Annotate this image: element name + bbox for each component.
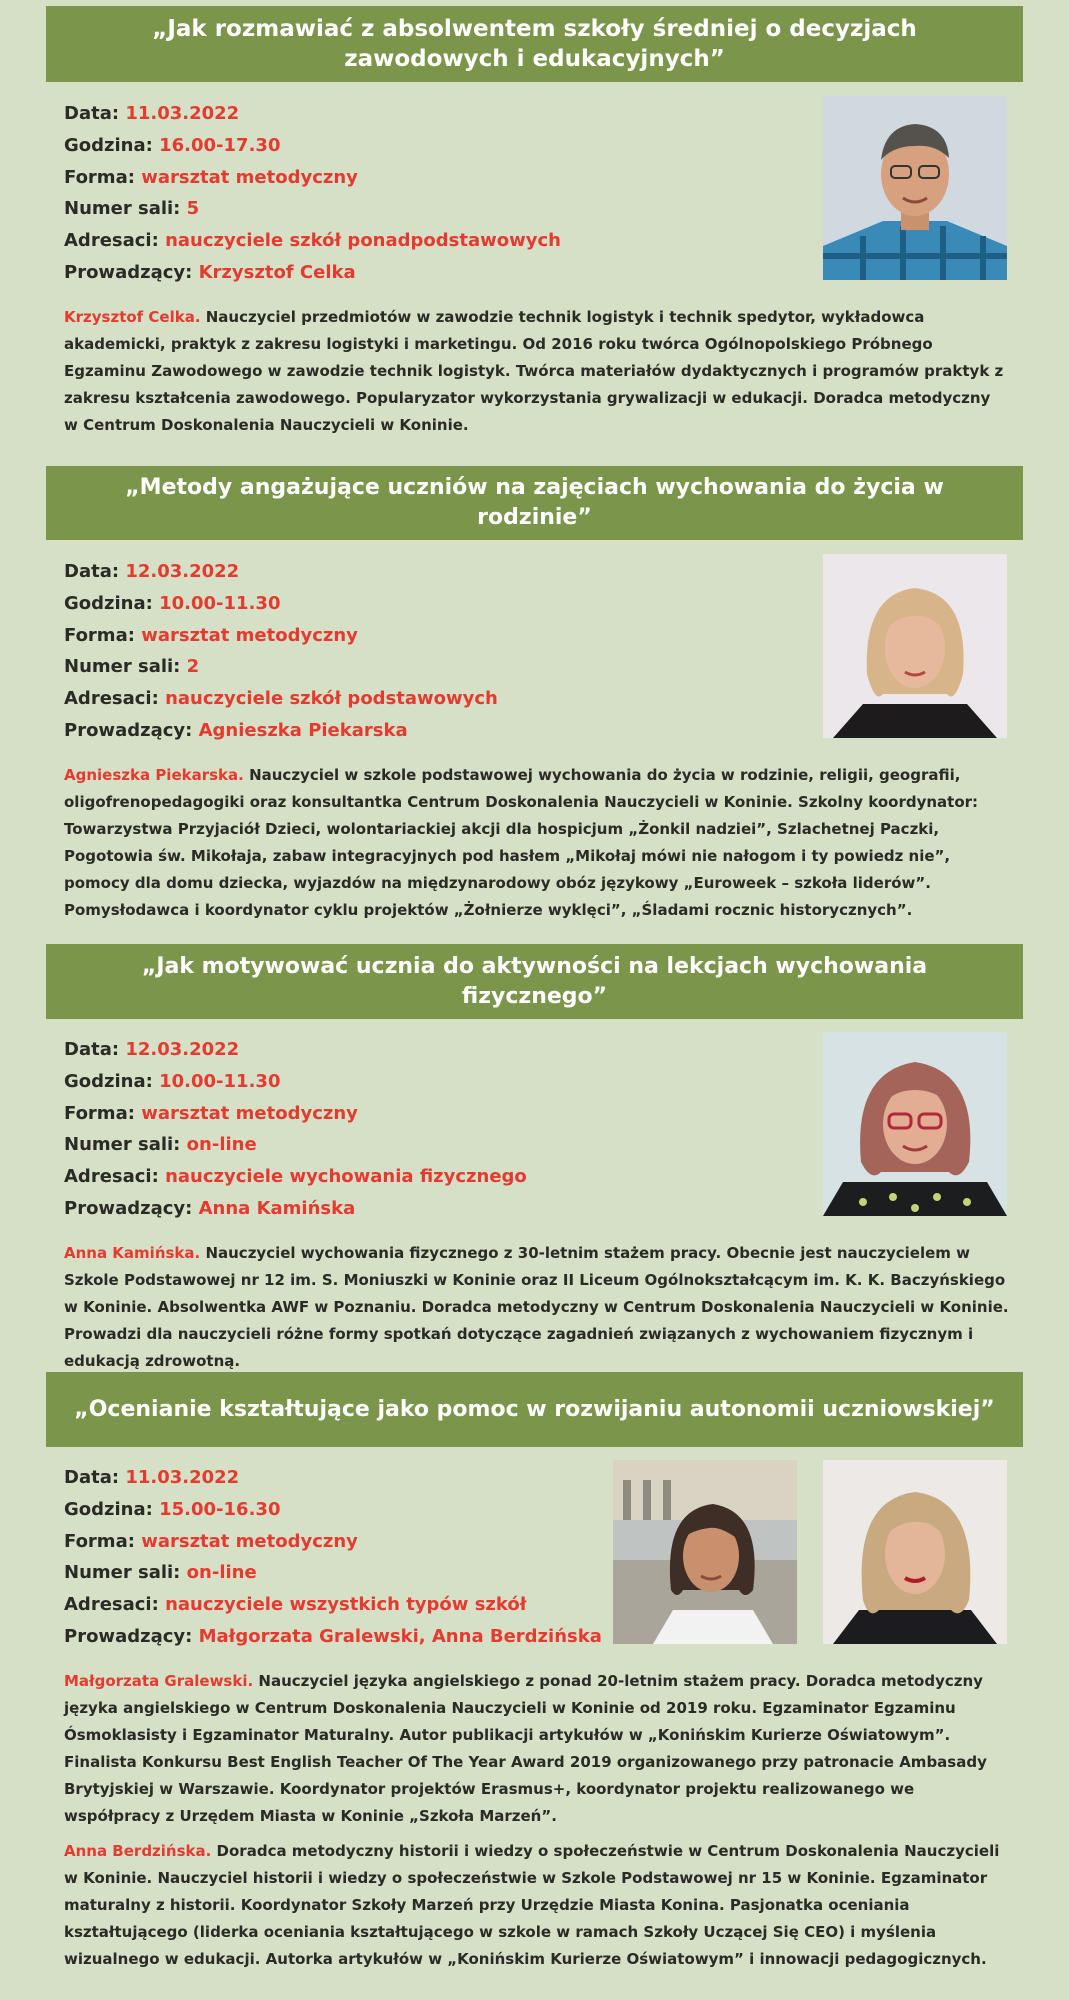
room-row <box>64 193 561 225</box>
date-value: 11.03.2022 <box>125 1467 240 1488</box>
workshop-title-line: „Jak motywować ucznia do aktywności na lekcjach wychowania fizycznego” <box>141 953 928 1009</box>
host-value: Krzysztof Celka <box>198 261 356 283</box>
workshop-title-banner <box>46 944 1023 1019</box>
room-label: Numer sali: <box>64 1562 181 1584</box>
audience-value: nauczyciele szkół ponadpodstawowych <box>165 230 561 252</box>
host-bio <box>64 1240 1009 1375</box>
portrait-woman-blonde <box>823 554 1007 738</box>
room-row <box>64 1557 602 1589</box>
workshop-title-banner <box>46 1372 1023 1447</box>
workshop-title-banner <box>46 466 1023 540</box>
audience-value: nauczyciele wszystkich typów szkół <box>165 1594 527 1616</box>
room-value: 5 <box>186 198 200 220</box>
form-value: warsztat metodyczny <box>141 1530 358 1552</box>
host-bio <box>64 304 1009 439</box>
time-label: Godzina: <box>64 1070 153 1092</box>
workshop-2 <box>46 466 1023 936</box>
room-label: Numer sali: <box>64 656 181 678</box>
time-label: Godzina: <box>64 134 153 156</box>
workshop-3 <box>46 944 1023 1370</box>
host-value: Małgorzata Gralewski, Anna Berdzińska <box>198 1625 602 1647</box>
host-bio-2 <box>64 1838 1009 1973</box>
host-photo <box>823 96 1007 280</box>
date-row <box>64 98 561 130</box>
date-row <box>64 556 498 588</box>
form-label: Forma: <box>64 166 135 188</box>
portrait-woman-light-hair <box>823 1460 1007 1644</box>
room-label: Numer sali: <box>64 198 181 220</box>
form-label: Forma: <box>64 1102 135 1124</box>
host-label: Prowadzący: <box>64 719 193 741</box>
host-label: Prowadzący: <box>64 1197 193 1219</box>
time-value: 10.00-11.30 <box>159 592 281 614</box>
room-label: Numer sali: <box>64 1134 181 1156</box>
form-value: warsztat metodyczny <box>141 166 358 188</box>
form-value: warsztat metodyczny <box>141 624 358 646</box>
audience-row <box>64 1161 527 1193</box>
audience-label: Adresaci: <box>64 688 159 710</box>
bio-text: Nauczyciel języka angielskiego z ponad 20-letnim stażem pracy. Doradca metodyczny języka angielskiego w Centrum Doskonalenia Nauczycieli w Koninie od 2019 roku. Egzaminator Egzaminu Ósmoklasisty i Egzaminator Maturalny. Autor publikacji artykułów w „Konińskim Kurierze Oświatowym”. Finalista Konkursu Best English Teacher Of The Year Award 2019 organizowanego przy patronacie Ambasady Brytyjskiej w Warszawie. Koordynator projektów Erasmus+, koordynator projektu realizowanego we współpracy z Urzędem Miasta w Koninie „Szkoła Marzeń”. <box>64 1672 987 1825</box>
time-row <box>64 130 561 162</box>
room-value: 2 <box>186 656 200 678</box>
workshop-details <box>64 1462 602 1653</box>
portrait-man-glasses <box>823 96 1007 280</box>
host-row <box>64 1621 602 1653</box>
form-label: Forma: <box>64 1530 135 1552</box>
workshop-title-line: zawodowych i edukacyjnych” <box>344 46 725 72</box>
time-row <box>64 1066 527 1098</box>
time-label: Godzina: <box>64 592 153 614</box>
audience-row <box>64 683 498 715</box>
host-value: Anna Kamińska <box>198 1197 356 1219</box>
workshop-title-line: „Jak rozmawiać z absolwentem szkoły średniej o decyzjach <box>152 16 917 42</box>
workshop-title-line: „Metody angażujące uczniów na zajęciach wychowania do życia w rodzinie” <box>125 475 944 530</box>
date-value: 11.03.2022 <box>125 103 240 124</box>
date-label: Data: <box>64 561 120 582</box>
audience-row <box>64 1589 602 1621</box>
date-row <box>64 1462 602 1494</box>
room-row <box>64 651 498 683</box>
time-label: Godzina: <box>64 1498 153 1520</box>
room-value: on-line <box>186 1134 257 1156</box>
bio-text: Nauczyciel wychowania fizycznego z 30-letnim stażem pracy. Obecnie jest nauczycielem w Szkole Podstawowej nr 12 im. S. Moniuszki w Koninie oraz II Liceum Ogólnokształcącym im. K. K. Baczyńskiego w Koninie. Absolwentka AWF w Poznaniu. Doradca metodyczny w Centrum Doskonalenia Nauczycieli w Koninie. Prowadzi dla nauczycieli różne formy spotkań dotyczące zagadnień związanych z wychowaniem fizycznym i edukacją zdrowotną. <box>64 1244 1009 1370</box>
form-row <box>64 1526 602 1558</box>
workshop-1 <box>46 0 1023 440</box>
time-value: 10.00-11.30 <box>159 1070 281 1092</box>
host-row <box>64 715 498 747</box>
audience-label: Adresaci: <box>64 1166 159 1188</box>
host-photo <box>823 554 1007 738</box>
audience-label: Adresaci: <box>64 230 159 252</box>
date-value: 12.03.2022 <box>125 561 240 582</box>
bio-text: Doradca metodyczny historii i wiedzy o społeczeństwie w Centrum Doskonalenia Nauczycieli w Koninie. Nauczyciel historii i wiedzy o społeczeństwie w Szkole Podstawowej nr 15 w Koninie. Egzaminator maturalny z historii. Koordynator Szkoły Marzeń przy Urzędzie Miasta Konina. Pasjonatka oceniania kształtującego (liderka oceniania kształtującego w szkole w ramach Szkoły Uczącej Się CEO) i myślenia wizualnego w edukacji. Autorka artykułów w „Konińskim Kurierze Oświatowym” i innowacji pedagogicznych. <box>64 1842 1000 1968</box>
host-row <box>64 1193 527 1225</box>
host-photo-1 <box>613 1460 797 1644</box>
host-photo <box>823 1032 1007 1216</box>
bio-name: Krzysztof Celka. <box>64 308 201 326</box>
room-value: on-line <box>186 1562 257 1584</box>
time-value: 15.00-16.30 <box>159 1498 281 1520</box>
room-row <box>64 1129 527 1161</box>
audience-row <box>64 225 561 257</box>
host-photo-2 <box>823 1460 1007 1644</box>
portrait-woman-red-glasses <box>823 1032 1007 1216</box>
bio-text: Nauczyciel przedmiotów w zawodzie technik logistyk i technik spedytor, wykładowca akademicki, praktyk z zakresu logistyki i marketingu. Od 2016 roku twórca Ogólnopolskiego Próbnego Egzaminu Zawodowego w zawodzie technik logistyk. Twórca materiałów dydaktycznych i programów praktyk z zakresu kształcenia zawodowego. Popularyzator wykorzystania grywalizacji w edukacji. Doradca metodyczny w Centrum Doskonalenia Nauczycieli w Koninie. <box>64 308 1004 434</box>
time-row <box>64 588 498 620</box>
form-row <box>64 1098 527 1130</box>
bio-name: Agnieszka Piekarska. <box>64 766 244 784</box>
time-value: 16.00-17.30 <box>159 134 281 156</box>
host-label: Prowadzący: <box>64 261 193 283</box>
bio-name: Anna Berdzińska. <box>64 1842 212 1860</box>
bio-text: Nauczyciel w szkole podstawowej wychowania do życia w rodzinie, religii, geografii, oligofrenopedagogiki oraz konsultantka Centrum Doskonalenia Nauczycieli w Koninie. Szkolny koordynator: Towarzystwa Przyjaciół Dzieci, wolontariackiej akcji dla hospicjum „Żonkil nadziei”, Szlachetnej Paczki, Pogotowia św. Mikołaja, zabaw integracyjnych pod hasłem „Mikołaj mówi nie nałogom i ty powiedz nie”, pomocy dla domu dziecka, wyjazdów na międzynarodowy obóz językowy „Euroweek – szkoła liderów”. Pomysłodawca i koordynator cyklu projektów „Żołnierze wyklęci”, „Śladami rocznic historycznych”. <box>64 766 979 919</box>
form-row <box>64 162 561 194</box>
date-value: 12.03.2022 <box>125 1039 240 1060</box>
form-label: Forma: <box>64 624 135 646</box>
date-row <box>64 1034 527 1066</box>
bio-name: Anna Kamińska. <box>64 1244 201 1262</box>
audience-label: Adresaci: <box>64 1594 159 1616</box>
workshop-4 <box>46 1372 1023 2000</box>
form-value: warsztat metodyczny <box>141 1102 358 1124</box>
host-bio <box>64 762 1009 924</box>
workshop-details <box>64 98 561 289</box>
date-label: Data: <box>64 103 120 124</box>
workshop-title-banner <box>46 6 1023 82</box>
audience-value: nauczyciele wychowania fizycznego <box>165 1166 527 1188</box>
portrait-woman-dark-hair <box>613 1460 797 1644</box>
host-label: Prowadzący: <box>64 1625 193 1647</box>
time-row <box>64 1494 602 1526</box>
workshop-details <box>64 556 498 747</box>
audience-value: nauczyciele szkół podstawowych <box>165 688 498 710</box>
date-label: Data: <box>64 1039 120 1060</box>
host-value: Agnieszka Piekarska <box>198 719 408 741</box>
form-row <box>64 620 498 652</box>
host-row <box>64 257 561 289</box>
workshop-title-line: „Ocenianie kształtujące jako pomoc w rozwijaniu autonomii uczniowskiej” <box>74 1396 995 1422</box>
host-bio-1 <box>64 1668 1009 1830</box>
date-label: Data: <box>64 1467 120 1488</box>
bio-name: Małgorzata Gralewski. <box>64 1672 254 1690</box>
workshop-details <box>64 1034 527 1225</box>
